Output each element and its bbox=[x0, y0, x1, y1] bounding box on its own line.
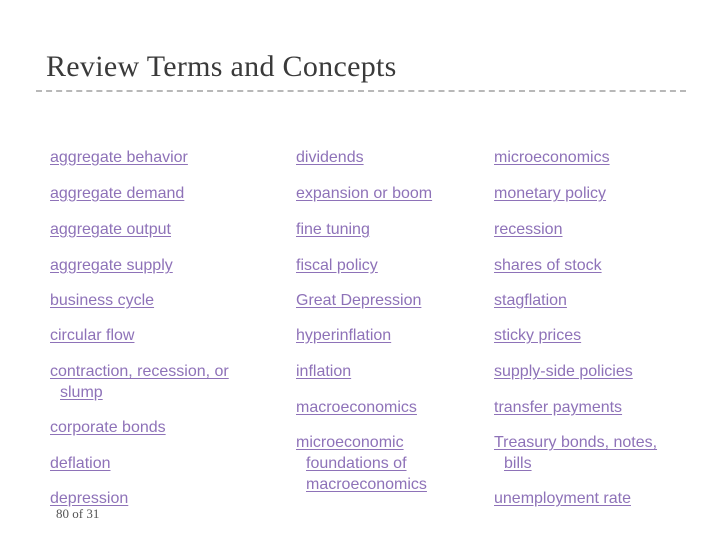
term-contraction-recession-or-slump[interactable]: contraction, recession, or bbox=[50, 363, 229, 380]
term-stagflation[interactable]: stagflation bbox=[494, 292, 567, 309]
term-monetary-policy[interactable]: monetary policy bbox=[494, 185, 607, 202]
term-corporate-bonds[interactable]: corporate bonds bbox=[50, 419, 166, 436]
term-microeconomics[interactable]: microeconomics bbox=[494, 149, 610, 166]
page-number: 80 of 31 bbox=[56, 506, 100, 521]
term-aggregate-supply[interactable]: aggregate supply bbox=[50, 257, 173, 274]
term-microeconomic-foundations-cont2[interactable]: macroeconomics bbox=[306, 476, 427, 493]
term-fine-tuning[interactable]: fine tuning bbox=[296, 221, 370, 238]
term-sticky-prices[interactable]: sticky prices bbox=[494, 327, 582, 344]
term-treasury-bonds-notes-bills[interactable]: Treasury bonds, notes, bbox=[494, 434, 658, 451]
term-hyperinflation[interactable]: hyperinflation bbox=[296, 327, 392, 344]
term-expansion-or-boom[interactable]: expansion or boom bbox=[296, 185, 433, 202]
term-aggregate-behavior[interactable]: aggregate behavior bbox=[50, 149, 188, 166]
term-treasury-bonds-notes-bills-cont[interactable]: bills bbox=[504, 455, 532, 472]
term-depression[interactable]: depression bbox=[50, 490, 129, 507]
slide-title: Review Terms and Concepts bbox=[46, 50, 397, 83]
term-macroeconomics[interactable]: macroeconomics bbox=[296, 399, 417, 416]
term-aggregate-output[interactable]: aggregate output bbox=[50, 221, 171, 238]
term-deflation[interactable]: deflation bbox=[50, 455, 111, 472]
term-contraction-recession-or-slump-cont[interactable]: slump bbox=[60, 384, 103, 401]
term-unemployment-rate[interactable]: unemployment rate bbox=[494, 490, 631, 507]
term-microeconomic-foundations[interactable]: microeconomic bbox=[296, 434, 404, 451]
term-circular-flow[interactable]: circular flow bbox=[50, 327, 135, 344]
term-shares-of-stock[interactable]: shares of stock bbox=[494, 257, 602, 274]
term-recession[interactable]: recession bbox=[494, 221, 563, 238]
term-microeconomic-foundations-cont1[interactable]: foundations of bbox=[306, 455, 407, 472]
term-inflation[interactable]: inflation bbox=[296, 363, 352, 380]
term-transfer-payments[interactable]: transfer payments bbox=[494, 399, 623, 416]
term-business-cycle[interactable]: business cycle bbox=[50, 292, 155, 309]
term-dividends[interactable]: dividends bbox=[296, 149, 364, 166]
term-fiscal-policy[interactable]: fiscal policy bbox=[296, 257, 378, 274]
term-great-depression[interactable]: Great Depression bbox=[296, 292, 422, 309]
term-supply-side-policies[interactable]: supply-side policies bbox=[494, 363, 633, 380]
title-divider bbox=[36, 90, 686, 92]
term-aggregate-demand[interactable]: aggregate demand bbox=[50, 185, 185, 202]
